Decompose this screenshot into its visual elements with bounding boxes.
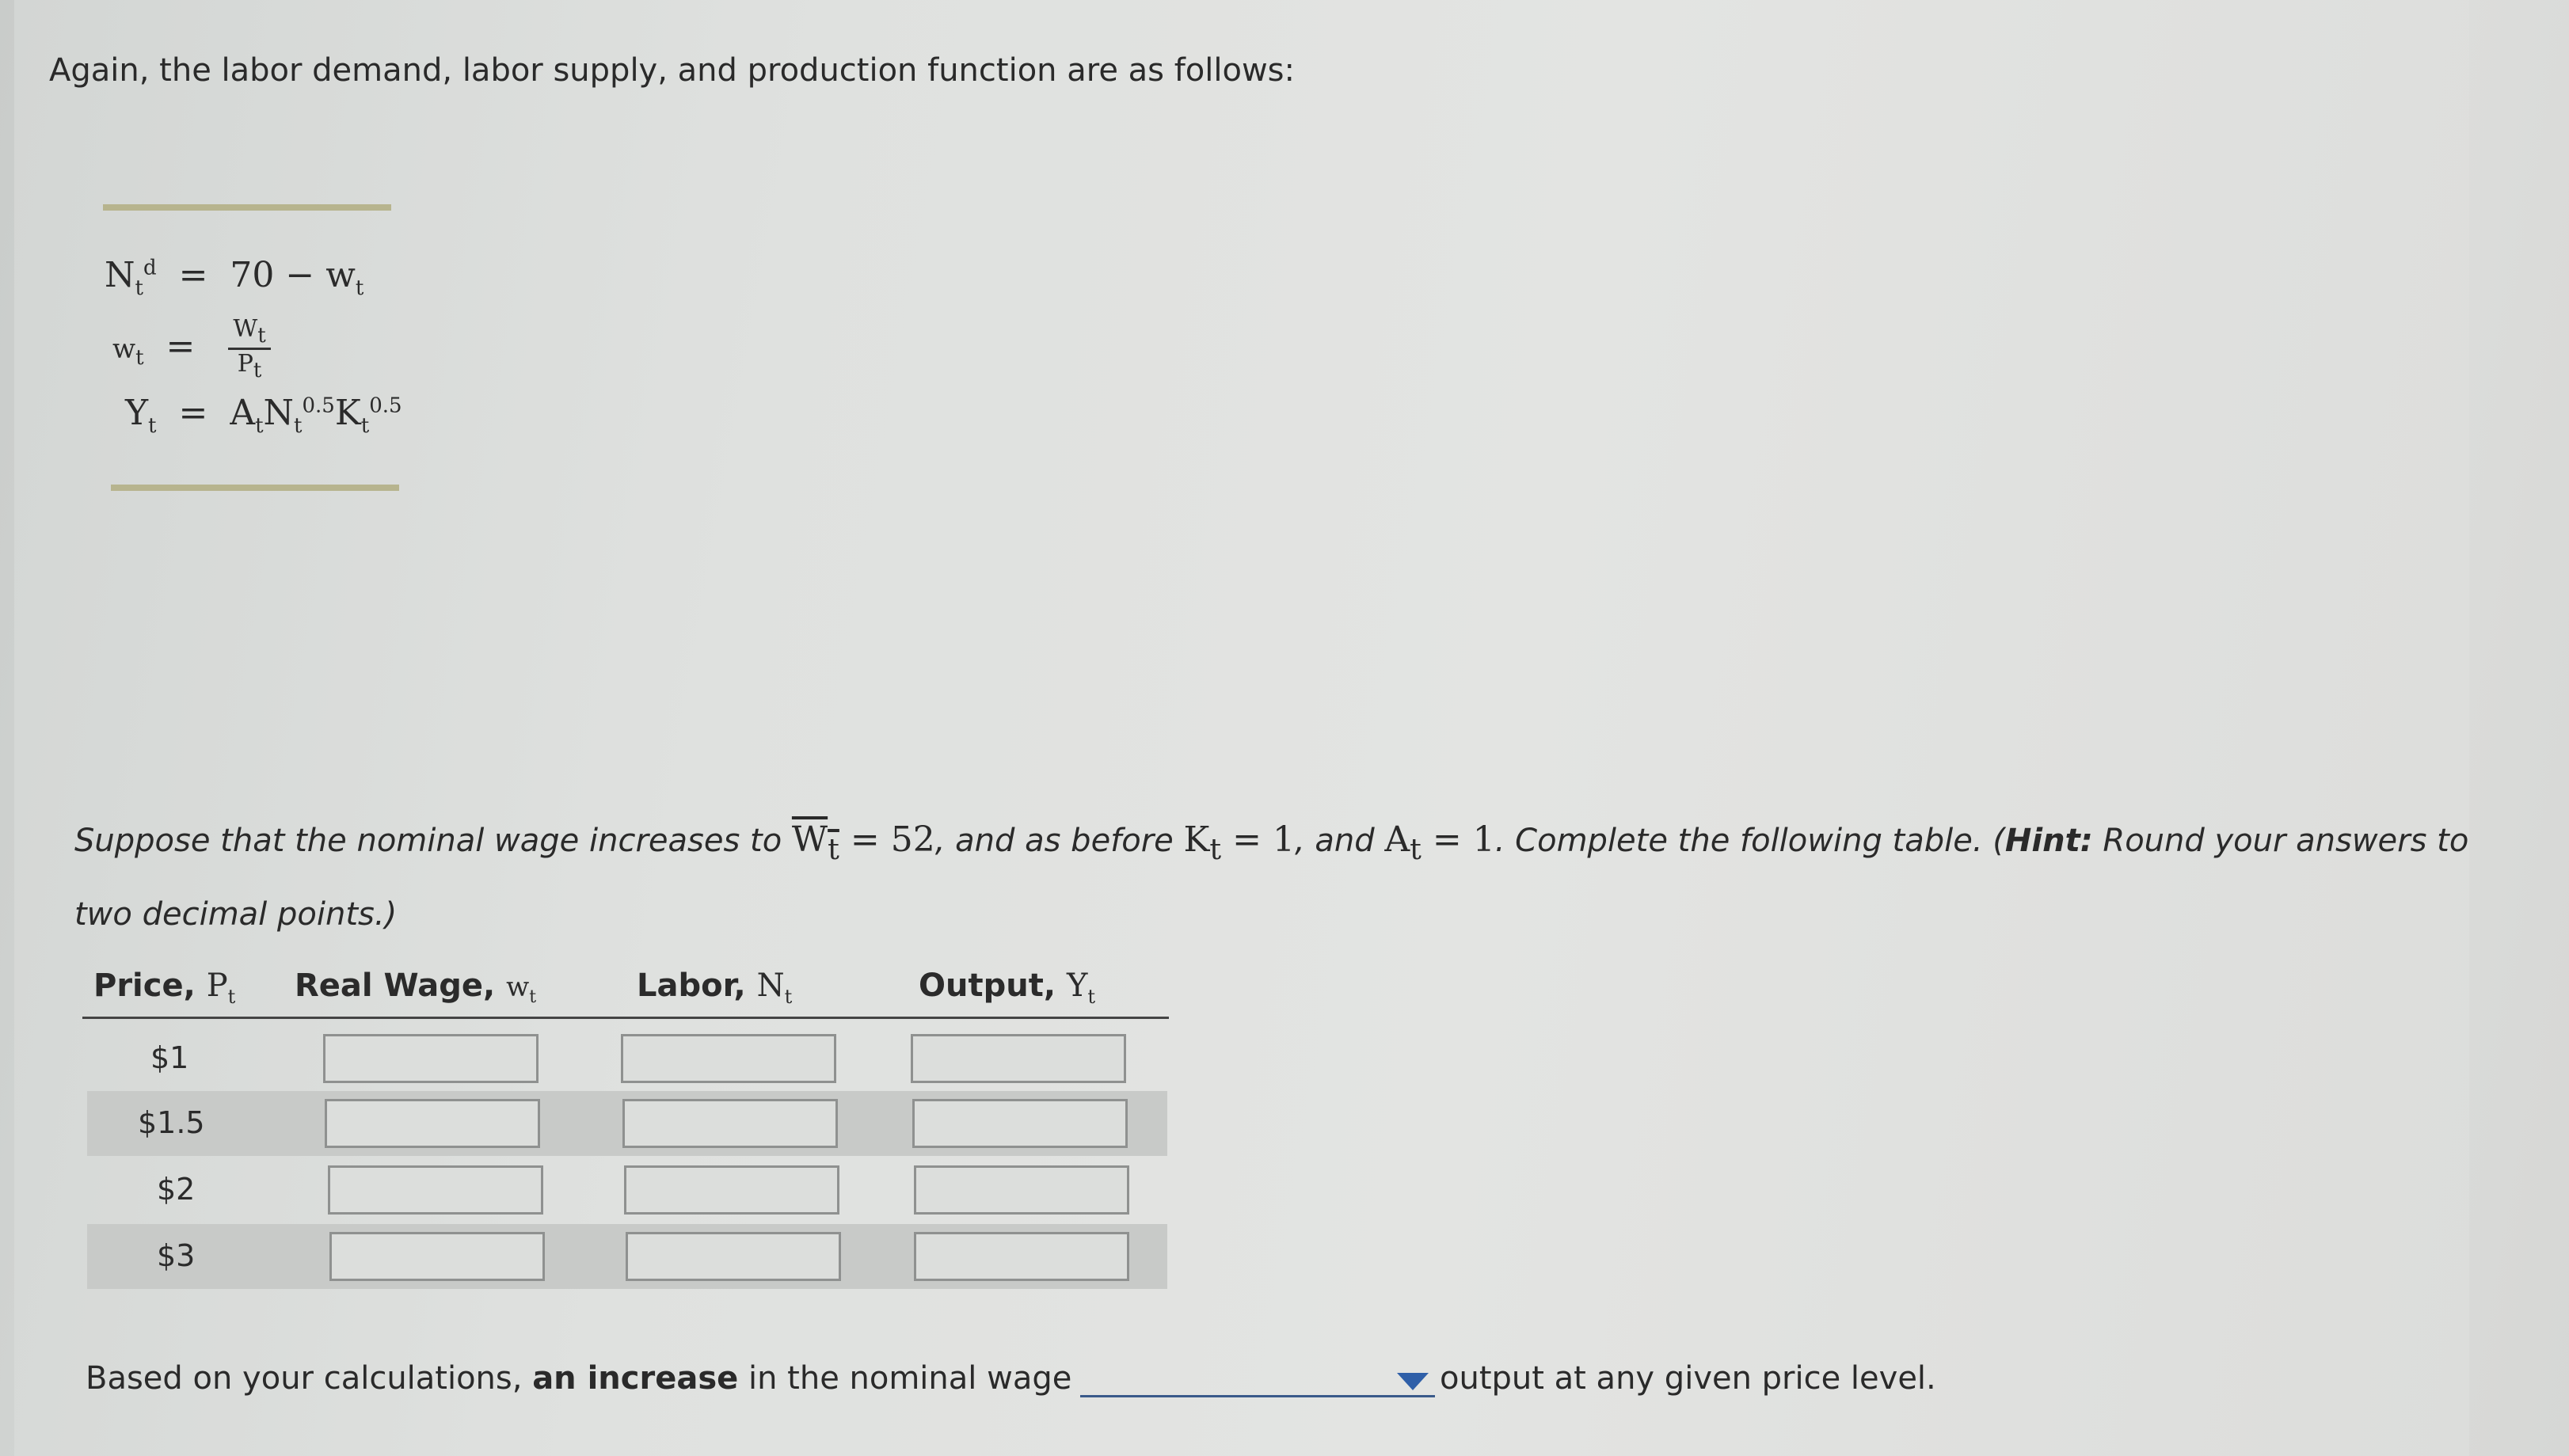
output-input[interactable]: [912, 1099, 1128, 1148]
price-cell: $1.5: [138, 1105, 205, 1140]
real-wage-input[interactable]: [329, 1232, 545, 1281]
real-wage-equation: $w_t$ = $\frac{W_t}{P_t}$: [112, 315, 271, 382]
prompt-part3: , and: [1294, 823, 1375, 859]
chevron-down-icon[interactable]: [1397, 1373, 1429, 1390]
effect-dropdown[interactable]: [1080, 1354, 1435, 1397]
hint-label: Hint:: [2004, 823, 2093, 859]
fraction-denominator: P: [237, 350, 253, 378]
labor-demand-equation: $N_t^d = 70 - w_t$: [105, 255, 364, 300]
production-function-equation: $Y_t = A_tN_t^{0.5}K_t^{0.5}$: [125, 393, 402, 438]
prompt-part1: Suppose that the nominal wage increases to: [74, 823, 782, 859]
prompt-part2: , and as before: [934, 823, 1174, 859]
header-price: Price, $P_t$: [93, 967, 236, 1008]
table-row: [87, 1224, 1167, 1289]
price-cell: $1: [150, 1040, 189, 1075]
table-row: [87, 1158, 1167, 1222]
equations-top-rule: [103, 204, 391, 211]
question-panel: [14, 0, 2469, 1456]
table-header-rule: [82, 1017, 1169, 1019]
prompt-part4: . Complete the following table. (: [1494, 823, 2005, 859]
real-wage-fraction: $\frac{W_t}{P_t}$: [228, 315, 270, 382]
intro-text: Again, the labor demand, labor supply, and production function are as follows:: [49, 52, 1295, 89]
labor-input[interactable]: [622, 1099, 838, 1148]
table-row: [87, 1026, 1167, 1091]
table-row: [87, 1091, 1167, 1156]
labor-input[interactable]: [621, 1034, 836, 1083]
real-wage-input[interactable]: [325, 1099, 540, 1148]
real-wage-input[interactable]: [323, 1034, 539, 1083]
header-real-wage: Real Wage, $w_t$: [295, 967, 537, 1007]
prompt-part5: Round your answers to two decimal points.): [74, 823, 2469, 933]
question-prompt: Suppose that the nominal wage increases to $W_t = 52$, and as before $K_t = 1$, and $A_t = 1$. Complete the following table. (Hint: Round your answers to two decimal points.): [74, 819, 2469, 933]
equations-bottom-rule: [111, 485, 399, 491]
labor-demand-rhs: 70 − w: [230, 255, 356, 295]
output-input[interactable]: [914, 1165, 1129, 1215]
labor-input[interactable]: [626, 1232, 841, 1281]
fraction-numerator: W: [233, 315, 258, 343]
capital-value: 1: [1272, 819, 1295, 860]
real-wage-input[interactable]: [328, 1165, 543, 1215]
price-cell: $2: [157, 1172, 196, 1207]
productivity-value: 1: [1472, 819, 1495, 860]
price-cell: $3: [157, 1238, 196, 1273]
output-input[interactable]: [914, 1232, 1129, 1281]
labor-input[interactable]: [624, 1165, 839, 1215]
conclusion-sentence-end: output at any given price level.: [1440, 1360, 1936, 1397]
output-input[interactable]: [911, 1034, 1126, 1083]
increase-emphasis: an increase: [532, 1360, 739, 1397]
header-output: Output, $Y_t$: [919, 967, 1096, 1008]
header-labor: Labor, $N_t$: [637, 967, 793, 1008]
conclusion-sentence-start: Based on your calculations, an increase in the nominal wage: [86, 1360, 1072, 1397]
nominal-wage-value: 52: [890, 819, 935, 860]
